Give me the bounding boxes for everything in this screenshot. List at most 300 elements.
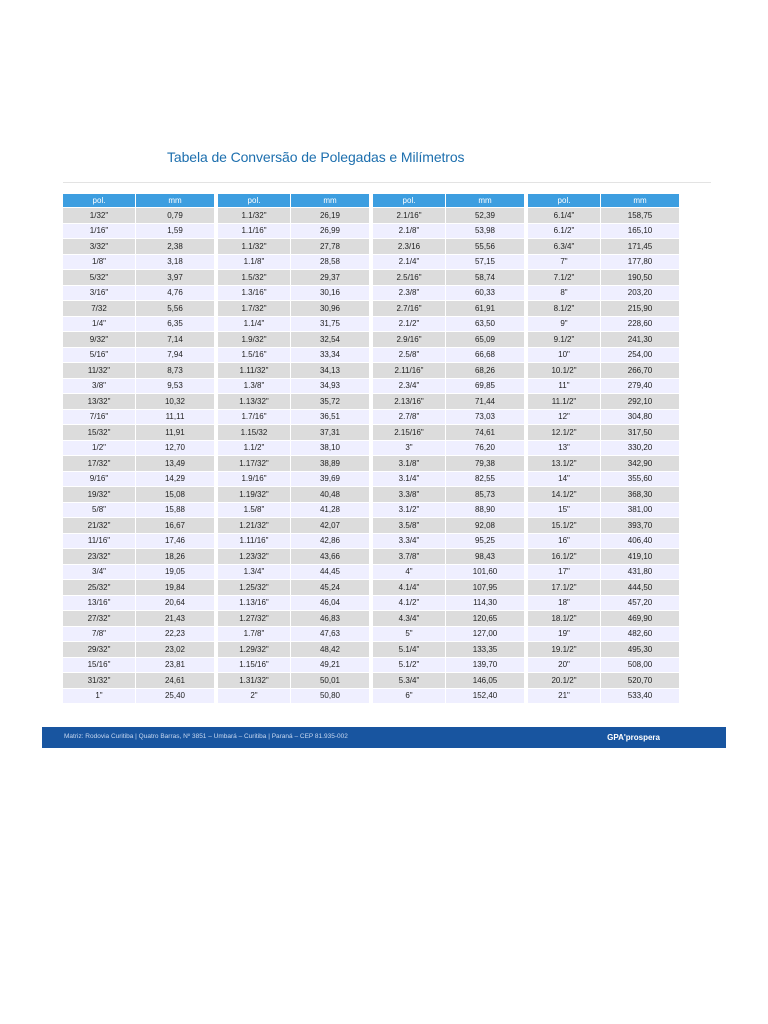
table-row — [218, 657, 369, 673]
column-header-mm: mm — [136, 194, 214, 207]
mm-cell: 317,50 — [601, 424, 679, 440]
inch-cell: 31/32" — [63, 672, 136, 688]
table-row — [528, 502, 679, 518]
table-row — [218, 672, 369, 688]
inch-cell: 1.1/16" — [218, 223, 291, 239]
mm-cell: 25,40 — [136, 688, 214, 704]
inch-cell: 5/16" — [63, 347, 136, 363]
mm-cell: 139,70 — [446, 657, 524, 673]
table-row — [528, 626, 679, 642]
mm-cell: 58,74 — [446, 269, 524, 285]
column-header-pol: pol. — [63, 194, 136, 207]
mm-cell: 101,60 — [446, 564, 524, 580]
inch-cell: 1.3/8" — [218, 378, 291, 394]
inch-cell: 9.1/2" — [528, 331, 601, 347]
mm-cell: 65,09 — [446, 331, 524, 347]
mm-cell: 95,25 — [446, 533, 524, 549]
inch-cell: 2.15/16" — [373, 424, 446, 440]
mm-cell: 304,80 — [601, 409, 679, 425]
table-row — [373, 688, 524, 704]
table-row — [63, 626, 214, 642]
mm-cell: 69,85 — [446, 378, 524, 394]
table-row — [528, 579, 679, 595]
mm-cell: 7,14 — [136, 331, 214, 347]
table-row — [63, 362, 214, 378]
inch-cell: 3/8" — [63, 378, 136, 394]
table-row — [63, 331, 214, 347]
table-row — [218, 595, 369, 611]
inch-cell: 9/16" — [63, 471, 136, 487]
mm-cell: 469,90 — [601, 610, 679, 626]
mm-cell: 393,70 — [601, 517, 679, 533]
inch-cell: 1.25/32" — [218, 579, 291, 595]
inch-cell: 1.1/32" — [218, 207, 291, 223]
table-row — [218, 393, 369, 409]
table-row — [63, 440, 214, 456]
table-row — [528, 223, 679, 239]
inch-cell: 2.3/16 — [373, 238, 446, 254]
inch-cell: 18.1/2" — [528, 610, 601, 626]
mm-cell: 381,00 — [601, 502, 679, 518]
inch-cell: 10.1/2" — [528, 362, 601, 378]
conversion-table-2 — [218, 194, 369, 703]
table-row — [528, 285, 679, 301]
table-row — [218, 409, 369, 425]
inch-cell: 1.13/16" — [218, 595, 291, 611]
table-row — [63, 238, 214, 254]
table-row — [218, 347, 369, 363]
mm-cell: 50,01 — [291, 672, 369, 688]
mm-cell: 254,00 — [601, 347, 679, 363]
inch-cell: 2.9/16" — [373, 331, 446, 347]
inch-cell: 1.29/32" — [218, 641, 291, 657]
mm-cell: 48,42 — [291, 641, 369, 657]
mm-cell: 34,13 — [291, 362, 369, 378]
mm-cell: 63,50 — [446, 316, 524, 332]
inch-cell: 1.27/32" — [218, 610, 291, 626]
inch-cell: 1.17/32" — [218, 455, 291, 471]
mm-cell: 266,70 — [601, 362, 679, 378]
inch-cell: 2.3/8" — [373, 285, 446, 301]
table-row — [218, 300, 369, 316]
inch-cell: 15/32" — [63, 424, 136, 440]
table-row — [63, 424, 214, 440]
table-row — [63, 471, 214, 487]
table-row — [63, 409, 214, 425]
table-row — [63, 316, 214, 332]
table-row — [528, 517, 679, 533]
inch-cell: 14" — [528, 471, 601, 487]
mm-cell: 23,02 — [136, 641, 214, 657]
table-row — [528, 347, 679, 363]
inch-cell: 1" — [63, 688, 136, 704]
table-row — [528, 269, 679, 285]
mm-cell: 8,73 — [136, 362, 214, 378]
table-row — [63, 502, 214, 518]
table-row — [63, 564, 214, 580]
mm-cell: 6,35 — [136, 316, 214, 332]
inch-cell: 15/16" — [63, 657, 136, 673]
inch-cell: 3.1/2" — [373, 502, 446, 518]
table-row — [528, 672, 679, 688]
mm-cell: 2,38 — [136, 238, 214, 254]
inch-cell: 4.1/2" — [373, 595, 446, 611]
mm-cell: 92,08 — [446, 517, 524, 533]
mm-cell: 158,75 — [601, 207, 679, 223]
inch-cell: 19" — [528, 626, 601, 642]
column-header-mm: mm — [446, 194, 524, 207]
table-row — [528, 362, 679, 378]
table-row — [218, 331, 369, 347]
inch-cell: 8.1/2" — [528, 300, 601, 316]
inch-cell: 5.1/4" — [373, 641, 446, 657]
mm-cell: 27,78 — [291, 238, 369, 254]
mm-cell: 49,21 — [291, 657, 369, 673]
inch-cell: 1/4" — [63, 316, 136, 332]
inch-cell: 1.31/32" — [218, 672, 291, 688]
mm-cell: 0,79 — [136, 207, 214, 223]
inch-cell: 4" — [373, 564, 446, 580]
table-row — [373, 502, 524, 518]
inch-cell: 1.1/32" — [218, 238, 291, 254]
footer-bar — [42, 727, 726, 748]
inch-cell: 14.1/2" — [528, 486, 601, 502]
table-row — [218, 564, 369, 580]
table-row — [528, 424, 679, 440]
mm-cell: 30,96 — [291, 300, 369, 316]
mm-cell: 3,18 — [136, 254, 214, 270]
table-row — [218, 440, 369, 456]
mm-cell: 114,30 — [446, 595, 524, 611]
table-row — [373, 657, 524, 673]
mm-cell: 241,30 — [601, 331, 679, 347]
inch-cell: 11/16" — [63, 533, 136, 549]
mm-cell: 26,19 — [291, 207, 369, 223]
inch-cell: 6.3/4" — [528, 238, 601, 254]
inch-cell: 5.3/4" — [373, 672, 446, 688]
table-row — [63, 285, 214, 301]
inch-cell: 2.5/16" — [373, 269, 446, 285]
mm-cell: 42,86 — [291, 533, 369, 549]
mm-cell: 98,43 — [446, 548, 524, 564]
table-row — [373, 486, 524, 502]
mm-cell: 4,76 — [136, 285, 214, 301]
conversion-table-3 — [373, 194, 524, 703]
inch-cell: 1.7/8" — [218, 626, 291, 642]
mm-cell: 482,60 — [601, 626, 679, 642]
inch-cell: 1.1/4" — [218, 316, 291, 332]
table-row — [63, 548, 214, 564]
mm-cell: 57,15 — [446, 254, 524, 270]
mm-cell: 120,65 — [446, 610, 524, 626]
inch-cell: 1.5/16" — [218, 347, 291, 363]
table-row — [373, 548, 524, 564]
inch-cell: 2.1/2" — [373, 316, 446, 332]
mm-cell: 71,44 — [446, 393, 524, 409]
inch-cell: 3.5/8" — [373, 517, 446, 533]
table-row — [63, 672, 214, 688]
page-title: Tabela de Conversão de Polegadas e Milímetros — [167, 149, 465, 165]
mm-cell: 215,90 — [601, 300, 679, 316]
table-row — [218, 285, 369, 301]
mm-cell: 152,40 — [446, 688, 524, 704]
mm-cell: 292,10 — [601, 393, 679, 409]
inch-cell: 7/8" — [63, 626, 136, 642]
mm-cell: 1,59 — [136, 223, 214, 239]
mm-cell: 17,46 — [136, 533, 214, 549]
mm-cell: 444,50 — [601, 579, 679, 595]
mm-cell: 520,70 — [601, 672, 679, 688]
inch-cell: 3.7/8" — [373, 548, 446, 564]
table-row — [373, 595, 524, 611]
table-row — [218, 533, 369, 549]
table-row — [373, 455, 524, 471]
inch-cell: 17.1/2" — [528, 579, 601, 595]
table-row — [218, 610, 369, 626]
table-row — [528, 316, 679, 332]
mm-cell: 46,83 — [291, 610, 369, 626]
column-header-pol: pol. — [373, 194, 446, 207]
inch-cell: 11" — [528, 378, 601, 394]
inch-cell: 3" — [373, 440, 446, 456]
mm-cell: 37,31 — [291, 424, 369, 440]
column-header-pol: pol. — [218, 194, 291, 207]
inch-cell: 2.11/16" — [373, 362, 446, 378]
table-row — [528, 393, 679, 409]
inch-cell: 4.3/4" — [373, 610, 446, 626]
table-row — [218, 316, 369, 332]
mm-cell: 533,40 — [601, 688, 679, 704]
inch-cell: 11.1/2" — [528, 393, 601, 409]
mm-cell: 29,37 — [291, 269, 369, 285]
mm-cell: 406,40 — [601, 533, 679, 549]
inch-cell: 6" — [373, 688, 446, 704]
mm-cell: 61,91 — [446, 300, 524, 316]
mm-cell: 330,20 — [601, 440, 679, 456]
mm-cell: 26,99 — [291, 223, 369, 239]
inch-cell: 13" — [528, 440, 601, 456]
mm-cell: 19,84 — [136, 579, 214, 595]
mm-cell: 66,68 — [446, 347, 524, 363]
mm-cell: 23,81 — [136, 657, 214, 673]
table-row — [528, 409, 679, 425]
table-row — [63, 486, 214, 502]
table-row — [373, 393, 524, 409]
inch-cell: 2" — [218, 688, 291, 704]
inch-cell: 1.1/8" — [218, 254, 291, 270]
inch-cell: 3/32" — [63, 238, 136, 254]
inch-cell: 3.1/8" — [373, 455, 446, 471]
mm-cell: 46,04 — [291, 595, 369, 611]
inch-cell: 1.7/32" — [218, 300, 291, 316]
table-row — [373, 409, 524, 425]
inch-cell: 1.3/16" — [218, 285, 291, 301]
mm-cell: 34,93 — [291, 378, 369, 394]
inch-cell: 18" — [528, 595, 601, 611]
mm-cell: 44,45 — [291, 564, 369, 580]
inch-cell: 29/32" — [63, 641, 136, 657]
inch-cell: 16.1/2" — [528, 548, 601, 564]
inch-cell: 7.1/2" — [528, 269, 601, 285]
mm-cell: 11,11 — [136, 409, 214, 425]
mm-cell: 88,90 — [446, 502, 524, 518]
table-row — [218, 269, 369, 285]
table-row — [528, 688, 679, 704]
mm-cell: 7,94 — [136, 347, 214, 363]
inch-cell: 1.11/32" — [218, 362, 291, 378]
table-row — [373, 362, 524, 378]
table-row — [528, 641, 679, 657]
inch-cell: 1.21/32" — [218, 517, 291, 533]
table-row — [528, 564, 679, 580]
inch-cell: 12.1/2" — [528, 424, 601, 440]
inch-cell: 17" — [528, 564, 601, 580]
conversion-table-1 — [63, 194, 214, 703]
inch-cell: 12" — [528, 409, 601, 425]
table-row — [373, 207, 524, 223]
inch-cell: 9/32" — [63, 331, 136, 347]
table-row — [218, 254, 369, 270]
mm-cell: 13,49 — [136, 455, 214, 471]
mm-cell: 18,26 — [136, 548, 214, 564]
inch-cell: 5/8" — [63, 502, 136, 518]
mm-cell: 10,32 — [136, 393, 214, 409]
inch-cell: 10" — [528, 347, 601, 363]
table-row — [373, 316, 524, 332]
column-header-mm: mm — [601, 194, 679, 207]
table-row — [373, 424, 524, 440]
mm-cell: 47,63 — [291, 626, 369, 642]
table-row — [373, 285, 524, 301]
table-row — [373, 269, 524, 285]
inch-cell: 1/32" — [63, 207, 136, 223]
table-row — [528, 254, 679, 270]
mm-cell: 3,97 — [136, 269, 214, 285]
brand-logo: GPA'prospera — [607, 733, 660, 742]
table-row — [63, 207, 214, 223]
mm-cell: 76,20 — [446, 440, 524, 456]
table-row — [218, 486, 369, 502]
mm-cell: 74,61 — [446, 424, 524, 440]
inch-cell: 4.1/4" — [373, 579, 446, 595]
mm-cell: 11,91 — [136, 424, 214, 440]
column-header-pol: pol. — [528, 194, 601, 207]
table-row — [218, 688, 369, 704]
mm-cell: 15,08 — [136, 486, 214, 502]
table-row — [528, 207, 679, 223]
table-row — [218, 455, 369, 471]
mm-cell: 177,80 — [601, 254, 679, 270]
inch-cell: 2.1/4" — [373, 254, 446, 270]
table-row — [218, 424, 369, 440]
table-row — [63, 455, 214, 471]
table-row — [63, 579, 214, 595]
mm-cell: 36,51 — [291, 409, 369, 425]
mm-cell: 228,60 — [601, 316, 679, 332]
inch-cell: 1.11/16" — [218, 533, 291, 549]
table-row — [63, 254, 214, 270]
inch-cell: 13.1/2" — [528, 455, 601, 471]
table-row — [528, 378, 679, 394]
table-row — [373, 223, 524, 239]
mm-cell: 24,61 — [136, 672, 214, 688]
inch-cell: 7/32 — [63, 300, 136, 316]
mm-cell: 79,38 — [446, 455, 524, 471]
mm-cell: 35,72 — [291, 393, 369, 409]
mm-cell: 21,43 — [136, 610, 214, 626]
mm-cell: 32,54 — [291, 331, 369, 347]
table-row — [373, 672, 524, 688]
inch-cell: 20" — [528, 657, 601, 673]
table-row — [528, 657, 679, 673]
mm-cell: 15,88 — [136, 502, 214, 518]
inch-cell: 13/32" — [63, 393, 136, 409]
inch-cell: 25/32" — [63, 579, 136, 595]
mm-cell: 146,05 — [446, 672, 524, 688]
inch-cell: 1.5/8" — [218, 502, 291, 518]
inch-cell: 1/2" — [63, 440, 136, 456]
table-row — [528, 471, 679, 487]
inch-cell: 15" — [528, 502, 601, 518]
inch-cell: 2.13/16" — [373, 393, 446, 409]
mm-cell: 28,58 — [291, 254, 369, 270]
inch-cell: 3/4" — [63, 564, 136, 580]
table-row — [373, 517, 524, 533]
inch-cell: 3.3/4" — [373, 533, 446, 549]
mm-cell: 30,16 — [291, 285, 369, 301]
inch-cell: 1.13/32" — [218, 393, 291, 409]
mm-cell: 52,39 — [446, 207, 524, 223]
inch-cell: 1.19/32" — [218, 486, 291, 502]
table-row — [528, 610, 679, 626]
inch-cell: 21/32" — [63, 517, 136, 533]
mm-cell: 14,29 — [136, 471, 214, 487]
table-row — [218, 378, 369, 394]
table-row — [528, 238, 679, 254]
mm-cell: 43,66 — [291, 548, 369, 564]
table-row — [373, 300, 524, 316]
mm-cell: 495,30 — [601, 641, 679, 657]
footer-address: Matriz: Rodovia Curitiba | Quatro Barras, Nº 3851 – Umbará – Curitiba | Paraná – CEP 81.935-002 — [64, 733, 348, 740]
inch-cell: 1/16" — [63, 223, 136, 239]
inch-cell: 6.1/2" — [528, 223, 601, 239]
table-row — [373, 440, 524, 456]
inch-cell: 19.1/2" — [528, 641, 601, 657]
table-row — [373, 533, 524, 549]
table-row — [63, 269, 214, 285]
inch-cell: 5/32" — [63, 269, 136, 285]
inch-cell: 1/8" — [63, 254, 136, 270]
table-row — [528, 595, 679, 611]
mm-cell: 55,56 — [446, 238, 524, 254]
mm-cell: 38,10 — [291, 440, 369, 456]
inch-cell: 23/32" — [63, 548, 136, 564]
mm-cell: 16,67 — [136, 517, 214, 533]
inch-cell: 1.7/16" — [218, 409, 291, 425]
inch-cell: 1.9/32" — [218, 331, 291, 347]
mm-cell: 19,05 — [136, 564, 214, 580]
inch-cell: 20.1/2" — [528, 672, 601, 688]
mm-cell: 419,10 — [601, 548, 679, 564]
inch-cell: 1.3/4" — [218, 564, 291, 580]
table-row — [63, 657, 214, 673]
mm-cell: 73,03 — [446, 409, 524, 425]
mm-cell: 39,69 — [291, 471, 369, 487]
table-row — [528, 440, 679, 456]
mm-cell: 190,50 — [601, 269, 679, 285]
mm-cell: 40,48 — [291, 486, 369, 502]
mm-cell: 38,89 — [291, 455, 369, 471]
